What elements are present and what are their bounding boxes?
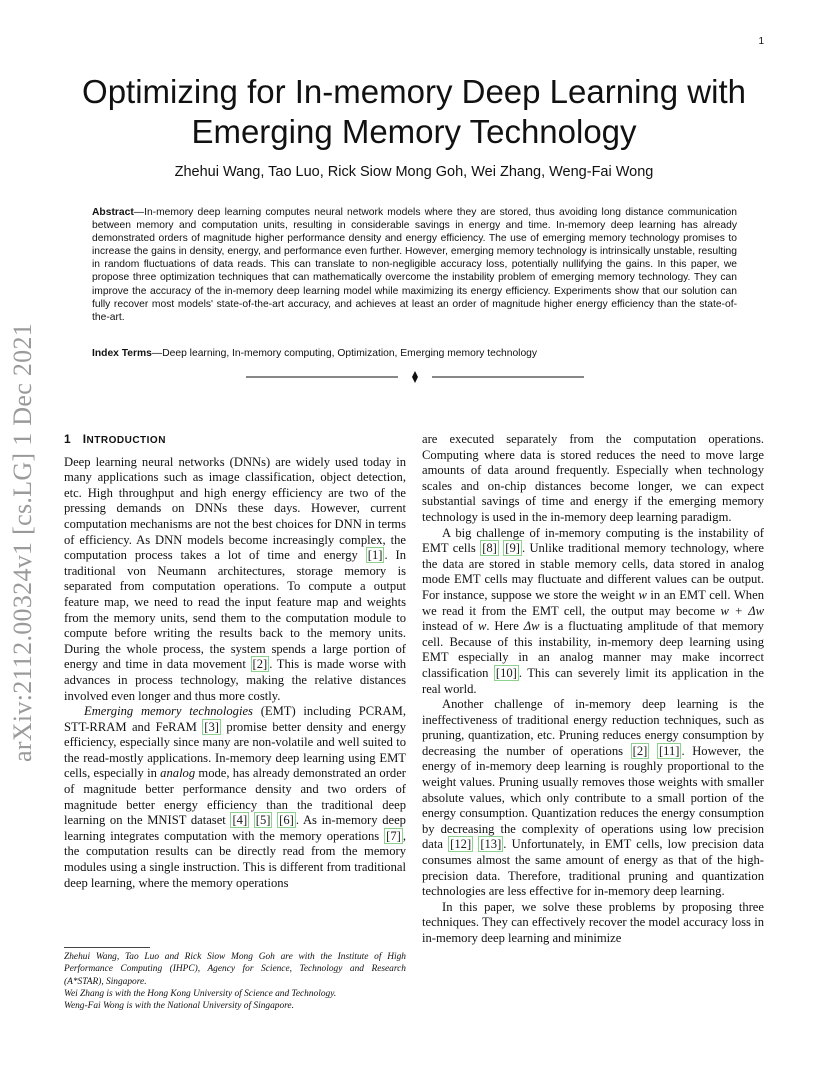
section-heading [64,432,406,449]
citation-link[interactable]: [10] [495,665,517,680]
citation-link[interactable]: [13] [480,837,502,852]
footnote: Zhehui Wang, Tao Luo and Rick Siow Mong Goh are with the Institute of High Performance Computing (IHPC), Agency for Science, Technology and Research (A*STAR), Singapore. [64,952,406,987]
citation-link[interactable]: [9] [505,541,520,556]
arxiv-identifier-stamp: arXiv:2112.00324v1 [cs.LG] 1 Dec 2021 [8,322,37,762]
paragraph: In this paper, we solve these problems by proposing three techniques. They can effectively recover the model accuracy loss in in-memory deep learning and minimize [422,899,764,945]
citation-link[interactable]: [6] [279,813,294,828]
citation-link[interactable]: [8] [482,541,497,556]
author-list: Zhehui Wang, Tao Luo, Rick Siow Mong Goh, Wei Zhang, Weng-Fai Wong [174,164,654,180]
citation-link[interactable]: [1] [367,548,383,563]
abstract-text: —In-memory deep learning computes neural network models where they are stored, thus avoiding long distance communication between memory and computation units, resulting in considerable savings in energy and time. In-memory deep learning has already demonstrated orders of magnitude higher performance density and energy efficiency. The use of emerging memory technology promises to increase the gains in density, energy, and performance even further. However, emerging memory technology is intrinsically unstable, resulting in random fluctuations of data reads. This can translate to non-negligible accuracy loss, potentially nullifying the gains. In this paper, we propose three optimization techniques that can mathematically overcome the instability problem of emerging memory technology. They can improve the accuracy of the in-memory deep learning model while maximizing its energy efficiency. Experiments show that our solution can fully recover most models' state-of-the-art accuracy, and achieves at least an order of magnitude higher energy efficiency than the state-of-the-art. [92,207,737,323]
index-terms-label: Index Terms [92,348,152,359]
index-terms [92,347,737,360]
right-column [422,432,764,947]
citation-link[interactable]: [3] [204,719,219,734]
section-divider [246,370,584,384]
paragraph: Deep learning neural networks (DNNs) are widely used today in many applications such as image classification, object detection, etc. High throughput and high energy efficiency are two of the pressing demands on DNNs these days. However, current computation mechanisms are not the best choices for DNN in terms of efficiency. As DNN models become increasingly complex, the computation process takes a lot of time and energy [1] . In traditional von Neumann architectures, storage memory is separated from computation operations. To compute a output feature map, we need to read the input feature map and weights from the memory units, send them to the computation module to compute before writing the results back to the memory units. During the whole process, the system spends a large portion of energy and time in data movement [2] . This is made worse with advances in process technology, making the relative distances involved even longer and thus more costly. [64,454,407,703]
math-variable: w [477,619,487,634]
diamond-ornament-icon [412,371,418,383]
paper-title: Optimizing for In-memory Deep Learning with Emerging Memory Technology [82,73,746,150]
footnote: Weng-Fai Wong is with the National University of Singapore. [64,1001,294,1012]
citation-link[interactable]: [2] [252,657,268,672]
section-title-initial: I [82,432,87,446]
section-title-rest: NTRODUCTION [86,435,166,446]
math-expression: w + Δw [720,603,764,618]
index-terms-text: —Deep learning, In-memory computing, Optimization, Emerging memory technology [151,348,538,359]
abstract [92,206,737,324]
abstract-label: Abstract [92,207,134,218]
emphasized-term: analog [160,766,196,781]
page-number: 1 [758,36,764,47]
citation-link[interactable]: [11] [658,743,680,758]
left-column [64,432,406,891]
math-variable: w [638,587,647,602]
paragraph: Emerging memory technologies (EMT) including PCRAM, STT-RRAM and FeRAM [3] promise better density and energy efficiency, especially since many are non-volatile and well suited to the read-mostly applications. In-memory deep learning using EMT cells, especially in analog mode, has already demonstrated an order of magnitude better performance density and two orders of magnitude better energy efficiency than the traditional deep learning on the MNIST dataset [4] [5] [6] . As in-memory deep learning integrates computation with the memory operations [7] , the computation results can be directly read from the memory modules using a single instruction. This is different from traditional deep learning, where the memory operations [64,704,406,890]
citation-link[interactable]: [2] [632,743,648,758]
paragraph: Another challenge of in-memory deep learning is the ineffectiveness of traditional energy reduction techniques, such as pruning, quantization, etc. Pruning reduces energy consumption by decreasing the number of operations [2] [11] . However, the energy of in-memory deep learning is roughly proportional to the weight values. Pruning usually removes those weights with smaller absolute values, which only contribute to a small portion of the energy consumption. Quantization reduces the energy consumption by decreasing the complexity of operations using low precision data [12] [13] . Unfortunately, in EMT cells, low precision data consumes almost the same amount of energy as that of the high-precision data. Therefore, traditional pruning and quantization technologies are less effective for in-memory deep learning. [422,697,764,899]
footnote-rule [64,947,150,948]
footnotes [64,951,406,1012]
citation-link[interactable]: [12] [450,837,472,852]
citation-link[interactable]: [4] [232,813,248,828]
citation-link[interactable]: [7] [386,828,401,843]
paragraph: A big challenge of in-memory computing is the instability of EMT cells [8] [9] . Unlike traditional memory technology, where the data are stored in stable memory cells, data stored in analog mode EMT cells may fluctuate and different values can be output. For instance, suppose we store the weight w in an EMT cell. When we read it from the EMT cell, the output may become w + Δw instead of w. Here Δw is a fluctuating amplitude of that memory cell. Because of this instability, in-memory deep learning using EMT especially in an analog manner may make incorrect classification [10] . This can severely limit its application in the real world. [422,525,764,696]
emphasized-term: Emerging memory technologies [84,704,253,719]
math-expression: Δw [523,619,540,634]
paragraph: are executed separately from the computation operations. Computing where data is stored reduces the need to move large amounts of data around frequently. Especially when technology scales and on-chip distances become longer, we can expect substantial savings of time and energy if the emerging memory technology is used in the in-memory deep learning paradigm. [422,432,764,524]
citation-link[interactable]: [5] [255,813,271,828]
footnote: Wei Zhang is with the Hong Kong University of Science and Technology. [64,988,337,999]
section-number: 1 [64,432,72,446]
